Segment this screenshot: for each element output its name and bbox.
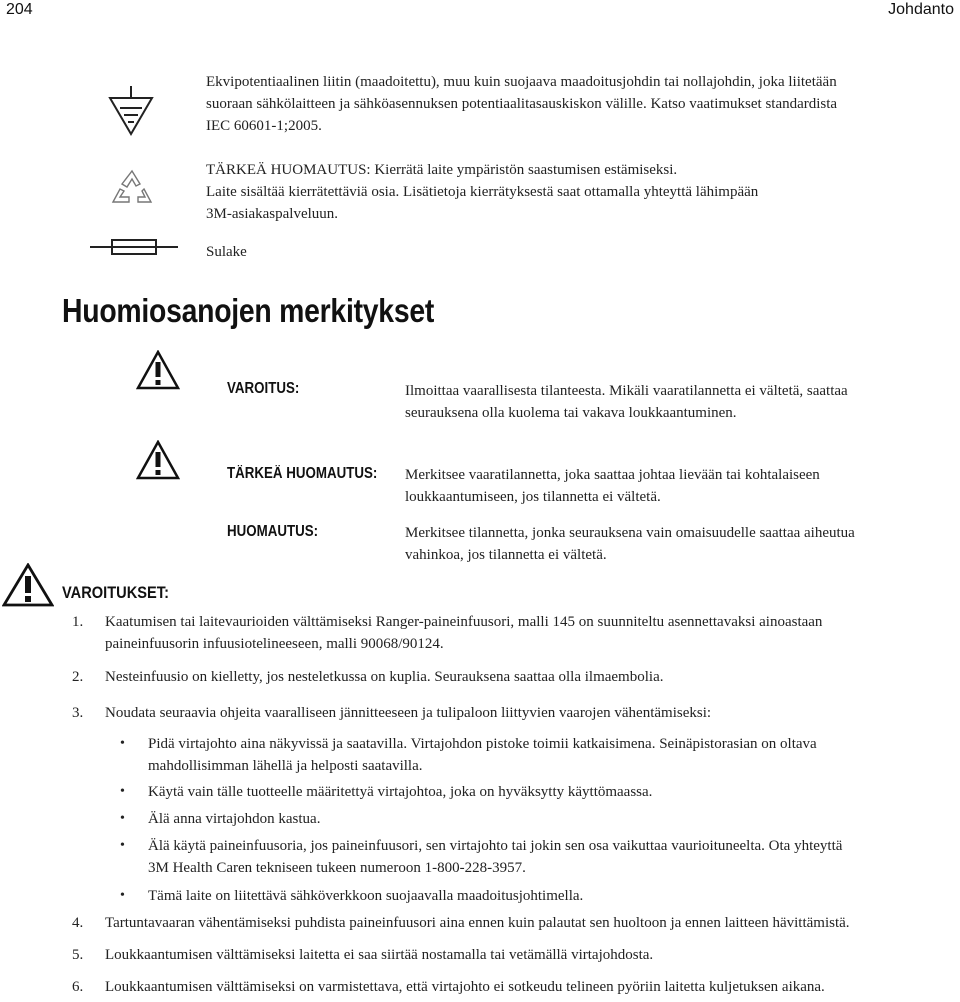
warnings-triangle-icon [2, 563, 54, 607]
bullet-item: • Käytä vain tälle tuotteelle määritettyä virtajohtoa, joka on hyväksytty käyttömaassa. [120, 784, 653, 800]
signal-desc-huomautus: Merkitsee tilannetta, jonka seurauksena vain omaisuudelle saattaa aiheutua vahinkoa, jos tilannetta ei vältetä. [405, 525, 855, 563]
signal-label-huomautus: HUOMAUTUS: [227, 523, 319, 540]
section-heading: Huomiosanojen merkitykset [62, 292, 435, 329]
bullet-item: • Älä anna virtajohdon kastua. [120, 811, 321, 827]
signal-label-varoitus: VAROITUS: [227, 380, 300, 397]
recycle-icon [109, 167, 155, 213]
bullet-item: • Tämä laite on liitettävä sähköverkkoon suojaavalla maadoitusjohtimella. [120, 888, 584, 904]
warning-item-5: 5. Loukkaantumisen välttämiseksi laitetta ei saa siirtää nostamalla tai vetämällä virtajohdosta. [72, 947, 654, 963]
warning-item-6: 6. Loukkaantumisen välttämiseksi on varmistettava, että virtajohto ei sotkeudu telineen pyöriin laitetta kuljetuksen aikana. [72, 979, 825, 995]
equipotential-icon [108, 86, 154, 136]
signal-label-tarkea-huomautus: TÄRKEÄ HUOMAUTUS: [227, 465, 378, 482]
signal-desc-varoitus: Ilmoittaa vaarallisesta tilanteesta. Mikäli vaaratilannetta ei vältetä, saattaa seurauksena olla kuolema tai vakava loukkaantuminen. [405, 383, 848, 421]
recycle-description: TÄRKEÄ HUOMAUTUS: Kierrätä laite ympäristön saastumisen estämiseksi. Laite sisältää kierrätettäviä osia. Lisätietoja kierrätyksestä saat ottamalla yhteyttä lähimpään 3M-asiakaspalveluun. [206, 162, 759, 222]
signal-desc-tarkea-huomautus: Merkitsee vaaratilannetta, joka saattaa johtaa lievään tai kohtalaiseen loukkaantumiseen, jos tilannetta ei vältetä. [405, 467, 820, 505]
warning-item-2: 2. Nesteinfuusio on kielletty, jos nesteletkussa on kuplia. Seurauksena saattaa olla ilmaembolia. [72, 669, 664, 685]
fuse-icon [90, 237, 178, 257]
warning-item-4: 4. Tartuntavaaran vähentämiseksi puhdista paineinfuusori aina ennen kuin palautat sen huoltoon ja ennen laitteen hävittämistä. [72, 915, 850, 931]
caution-triangle-icon [136, 440, 180, 480]
equipotential-description: Ekvipotentiaalinen liitin (maadoitettu), muu kuin suojaava maadoitusjohdin tai nollajohdin, joka liitetään suoraan sähkölaitteen ja sähköasennuksen potentiaalitasauskiskon välille. Katso vaatimukset standardista IEC 60601-1;2005. [206, 74, 838, 134]
warnings-title: VAROITUKSET: [62, 583, 169, 602]
page-number: 204 [6, 1, 33, 18]
warning-item-3: 3. Noudata seuraavia ohjeita vaaralliseen jännitteeseen ja tulipaloon liittyvien vaarojen vähentämiseksi: [72, 705, 712, 721]
bullet-item: • Älä käytä paineinfuusoria, jos paineinfuusori, sen virtajohto tai jokin sen osa vaikuttaa vaurioituneelta. Ota yhteyttä 3M Health Caren tekniseen tukeen numeroon 1-800-228-3957. [120, 838, 843, 876]
section-title: Johdanto [888, 1, 954, 18]
warning-item-1: 1. Kaatumisen tai laitevaurioiden välttämiseksi Ranger-paineinfuusori, malli 145 on suunniteltu asennettavaksi ainoastaan paineinfuusorin infuusiotelineeseen, malli 90068/90124. [72, 614, 823, 652]
warning-triangle-icon [136, 350, 180, 390]
bullet-item: • Pidä virtajohto aina näkyvissä ja saatavilla. Virtajohdon pistoke toimii katkaisimena. Seinäpistorasian on oltava mahdollisimman lähellä ja helposti saatavilla. [120, 736, 817, 774]
fuse-description: Sulake [206, 244, 247, 260]
